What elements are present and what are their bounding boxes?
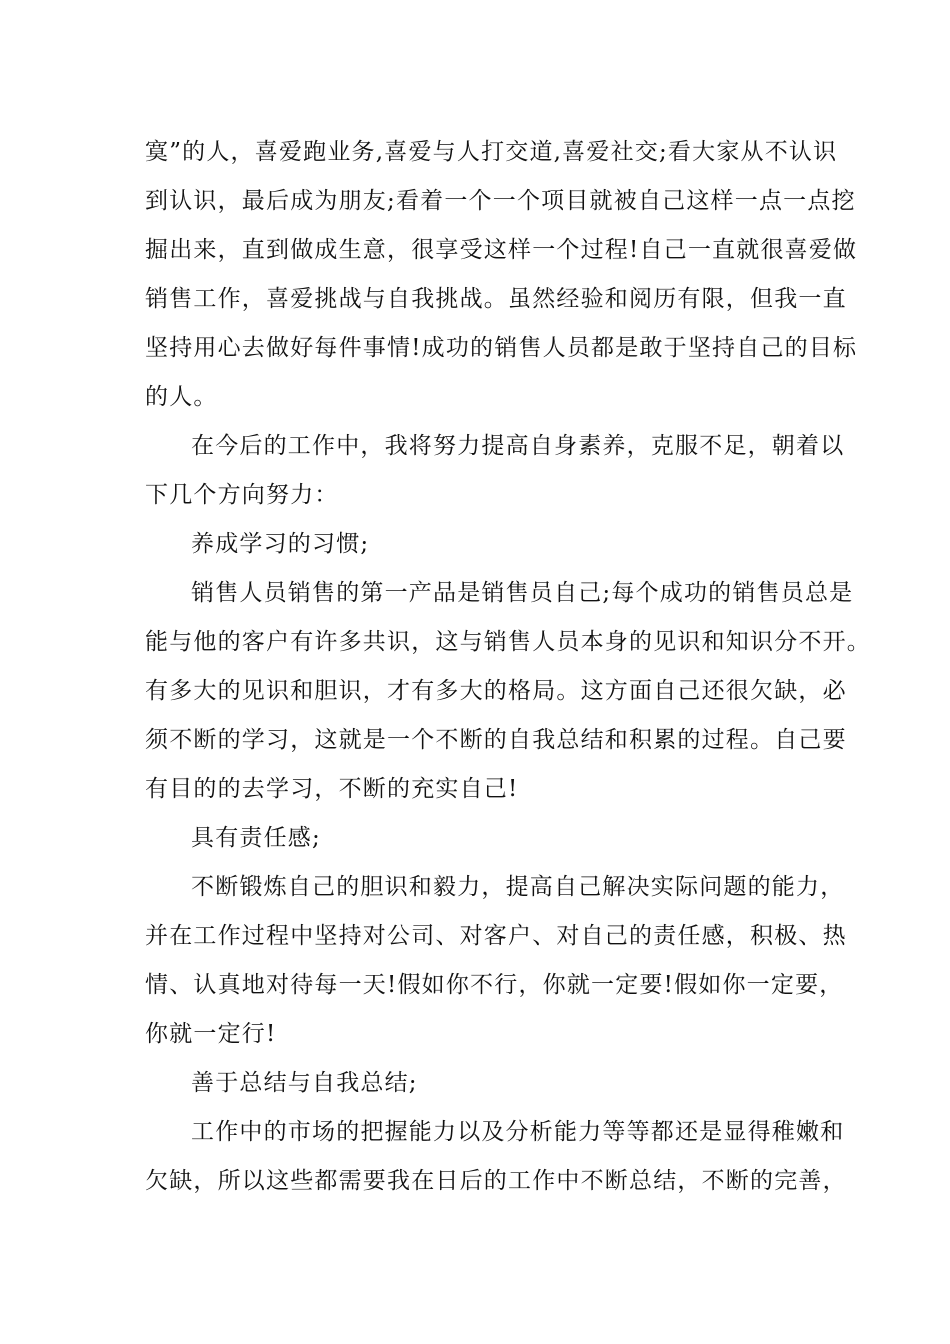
- text-line: 掘出来，直到做成生意，很享受这样一个过程!自己一直就很喜爱做: [145, 237, 858, 263]
- text-line: 有目的的去学习，不断的充实自己!: [145, 776, 519, 802]
- section-heading: 善于总结与自我总结;: [191, 1070, 418, 1096]
- text-line: 你就一定行!: [145, 1021, 277, 1047]
- document-body: [145, 128, 871, 1206]
- paragraph-start-line: 不断锻炼自己的胆识和毅力，提高自己解决实际问题的能力，: [191, 874, 845, 900]
- text-line: 下几个方向努力：: [145, 482, 339, 508]
- section-heading: 养成学习的习惯;: [191, 531, 370, 557]
- text-line: 寞”的人，喜爱跑业务,喜爱与人打交道,喜爱社交;看大家从不认识: [145, 139, 838, 165]
- text-line: 欠缺，所以这些都需要我在日后的工作中不断总结，不断的完善，: [145, 1168, 847, 1194]
- text-line: 并在工作过程中坚持对公司、对客户、对自己的责任感，积极、热: [145, 923, 847, 949]
- paragraph-start-line: 工作中的市场的把握能力以及分析能力等等都还是显得稚嫩和: [191, 1119, 845, 1145]
- text-line: 有多大的见识和胆识，才有多大的格局。这方面自己还很欠缺，必: [145, 678, 847, 704]
- text-line: 须不断的学习，这就是一个不断的自我总结和积累的过程。自己要: [145, 727, 847, 753]
- section-heading: 具有责任感;: [191, 825, 321, 851]
- text-line: 到认识，最后成为朋友;看着一个一个项目就被自己这样一点一点挖: [145, 188, 856, 214]
- text-line: 销售工作，喜爱挑战与自我挑战。虽然经验和阅历有限，但我一直: [145, 286, 847, 312]
- paragraph-start-line: 销售人员销售的第一产品是销售员自己;每个成功的销售员总是: [191, 580, 854, 606]
- paragraph-start-line: 在今后的工作中，我将努力提高自身素养，克服不足，朝着以: [191, 433, 845, 459]
- text-line: 的人。: [145, 384, 218, 410]
- text-line: 能与他的客户有许多共识，这与销售人员本身的见识和知识分不开。: [145, 629, 871, 655]
- text-line: 情、认真地对待每一天!假如你不行，你就一定要!假如你一定要，: [145, 972, 844, 998]
- text-line: 坚持用心去做好每件事情!成功的销售人员都是敢于坚持自己的目标: [145, 335, 858, 361]
